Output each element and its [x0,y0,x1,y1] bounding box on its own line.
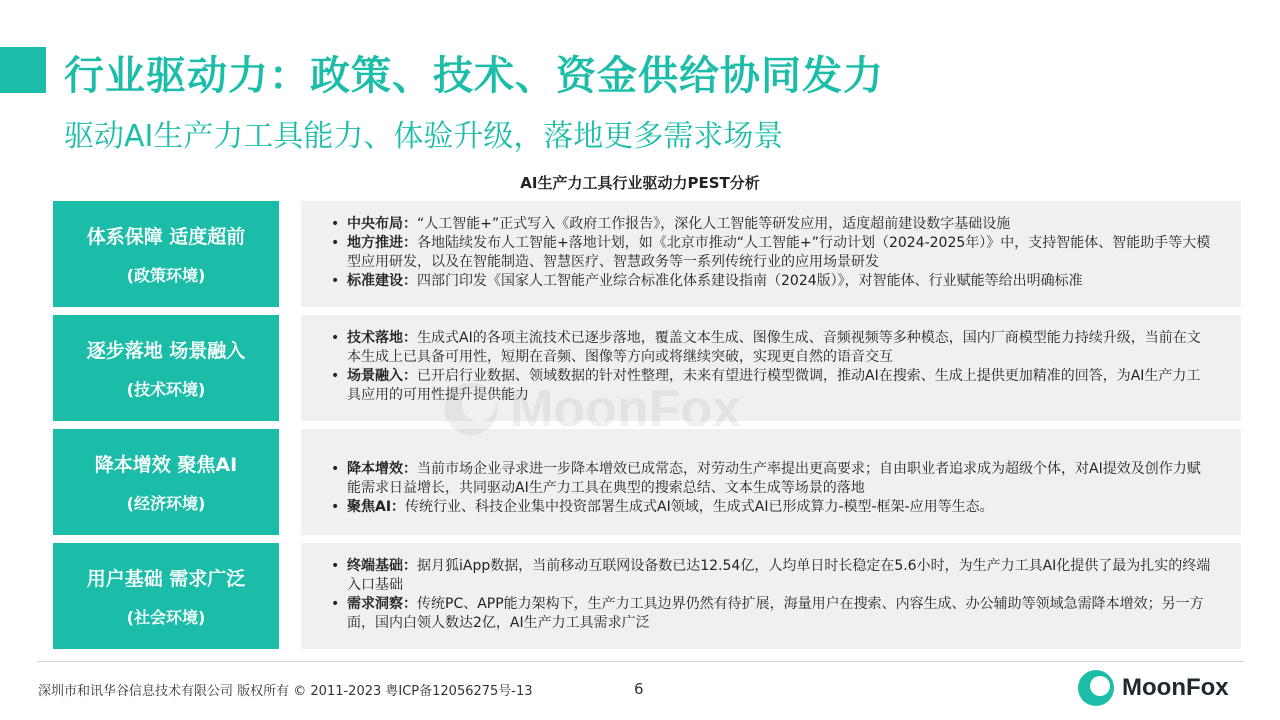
item-key: 中央布局： [347,216,417,232]
footer-copyright: 深圳市和讯华谷信息技术有限公司 版权所有 © 2011-2023 粤ICP备12056275号-13 [38,684,533,699]
list-item [329,234,1211,272]
item-text: 各地陆续发布人工智能+落地计划，如《北京市推动“人工智能+”行动计划（2024-2025年）》中，支持智能体、智能助手等大模型应用研发，以及在智能制造、智慧医疗、智慧政务等一系列传统行业的应用场景研发 [347,235,1211,270]
row-label-box [53,315,279,421]
bullet-icon: • [331,235,340,251]
list-item [329,367,1211,405]
row-label-title: 降本增效 聚焦AI [94,454,238,476]
row-label-box [53,201,279,307]
pest-row-society [53,543,1241,649]
item-text: 已开启行业数据、领域数据的针对性整理，未来有望进行模型微调，推动AI在搜索、生成上提供更加精准的回答，为AI生产力工具应用的可用性提升提供能力 [347,368,1201,403]
item-text: 当前市场企业寻求进一步降本增效已成常态，对劳动生产率提出更高要求；自由职业者追求成为超级个体，对AI提效及创作力赋能需求日益增长，共同驱动AI生产力工具在典型的搜索总结、文本生成等场景的落地 [347,461,1201,496]
item-text: 传统PC、APP能力架构下，生产力工具边界仍然有待扩展，海量用户在搜索、内容生成、办公辅助等领域急需降本增效；另一方面，国内白领人数达2亿，AI生产力工具需求广泛 [347,596,1204,631]
bullet-icon: • [331,461,340,477]
row-content [301,429,1241,535]
row-label-category: (经济环境) [126,494,206,513]
row-content [301,315,1241,421]
row-label-category: (政策环境) [126,266,206,285]
bullet-icon: • [331,596,340,612]
list-item [329,557,1211,595]
list-item [329,498,1211,517]
page-subtitle: 驱动AI生产力工具能力、体验升级，落地更多需求场景 [64,119,784,154]
moonfox-logo [1076,668,1229,708]
row-label-category: (社会环境) [126,608,206,627]
row-label-category: (技术环境) [126,380,206,399]
bullet-icon: • [331,273,340,289]
pest-row-economy [53,429,1241,535]
row-content [301,201,1241,307]
item-key: 场景融入： [347,368,417,384]
item-key: 终端基础： [347,558,417,574]
pest-title: AI生产力工具行业驱动力PEST分析 [520,174,760,192]
page-number: 6 [634,680,644,698]
page-title: 行业驱动力：政策、技术、资金供给协同发力 [64,53,884,99]
bullet-icon: • [331,216,340,232]
item-key: 标准建设： [347,273,417,289]
row-label-title: 逐步落地 场景融入 [86,340,246,362]
pest-row-technology [53,315,1241,421]
list-item [329,595,1211,633]
title-accent-bar [0,47,46,93]
item-key: 需求洞察： [347,596,417,612]
row-label-box [53,543,279,649]
bullet-icon: • [331,330,340,346]
bullet-icon: • [331,499,340,515]
list-item [329,272,1211,291]
item-key: 聚焦AI： [347,499,406,515]
list-item [329,215,1211,234]
item-text: 生成式AI的各项主流技术已逐步落地，覆盖文本生成、图像生成、音频视频等多种模态，国内厂商模型能力持续升级，当前在文本生成上已具备可用性，短期在音频、图像等方向或将继续突破，实现更自然的语音交互 [347,330,1201,365]
row-label-title: 用户基础 需求广泛 [86,568,246,590]
item-text: 传统行业、科技企业集中投资部署生成式AI领域，生成式AI已形成算力-模型-框架-应用等生态。 [405,499,994,515]
item-key: 降本增效： [347,461,417,477]
bullet-icon: • [331,558,340,574]
list-item [329,329,1211,367]
row-content [301,543,1241,649]
item-text: 四部门印发《国家人工智能产业综合标准化体系建设指南（2024版）》，对智能体、行业赋能等给出明确标准 [417,273,1083,289]
item-text: “人工智能+”正式写入《政府工作报告》，深化人工智能等研发应用，适度超前建设数字基础设施 [417,216,1011,232]
item-key: 技术落地： [347,330,417,346]
item-key: 地方推进： [347,235,417,251]
row-label-title: 体系保障 适度超前 [86,226,246,248]
logo-text: MoonFox [1122,674,1229,701]
pest-row-policy [53,201,1241,307]
item-text: 据月狐iApp数据，当前移动互联网设备数已达12.54亿，人均单日时长稳定在5.6小时，为生产力工具AI化提供了最为扎实的终端入口基础 [347,558,1211,593]
moonfox-logo-icon [1076,668,1116,708]
footer-divider [38,661,1244,662]
list-item [329,460,1211,498]
bullet-icon: • [331,368,340,384]
row-label-box [53,429,279,535]
